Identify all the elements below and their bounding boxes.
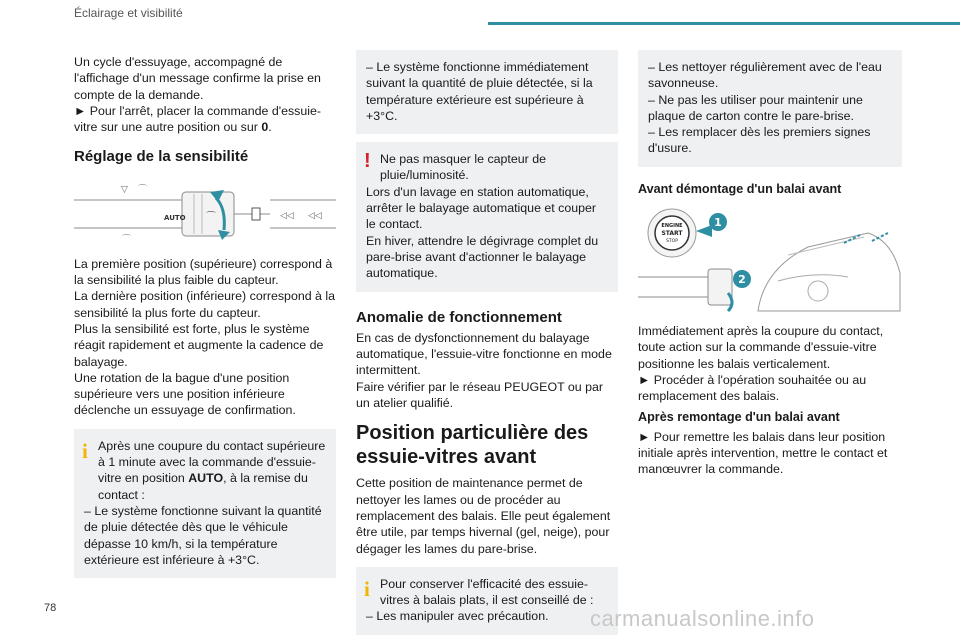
info-box-continued [356,50,618,134]
warning-box [356,142,618,291]
paragraph: – Les nettoyer régulièrement avec de l'eau savonneuse. [648,60,882,91]
info-box-continued [638,50,902,167]
paragraph: Faire vérifier par le réseau PEUGEOT ou par un atelier qualifié. [356,379,603,411]
paragraph: ► Pour l'arrêt, placer la commande d'essuie-vitre sur une autre position ou sur 0. [74,103,322,135]
paragraph: La dernière position (inférieure) correspond à la sensibilité la plus forte du capteur. [74,289,336,320]
paragraph: En hiver, attendre le dégivrage complet du pare-brise avant d'actionner le balayage automatique. [366,233,599,281]
callout-2: 2 [738,273,746,287]
warning-icon: ! [364,150,371,173]
info-icon: i [364,576,370,601]
paragraph: Cette position de maintenance permet de nettoyer les lames ou de procéder au remplacement des balais. Elle peut également être utile, par temps hivernal (gel, neige), pour dégager les lames du pare-brise. [356,476,611,556]
paragraph: Pour conserver l'efficacité des essuie-vitres à balais plats, il est conseillé de : [380,576,594,608]
paragraph: – Le système fonctionne suivant la quantité de pluie détectée dès que le véhicule dépasse 10 km/h, si la température extérieure est inférieure à +3°C. [84,503,322,567]
paragraph: – Les manipuler avec précaution. [366,609,549,624]
engine-button-text: STOP [666,239,678,245]
paragraph: Plus la sensibilité est forte, plus le système réagit rapidement et augmente la cadence de balayage. [74,321,324,369]
heading-sensitivity: Réglage de la sensibilité [74,148,249,166]
svg-text:◁◁: ◁◁ [308,210,322,221]
paragraph: Après une coupure du contact supérieure à 1 minute avec la commande d'essuie-vitre en position AUTO, à la remise du contact : [98,438,326,502]
paragraph: ► Pour remettre les balais dans leur position initiale après intervention, mettre le contact et manœuvrer la commande. [638,429,888,477]
paragraph: – Les remplacer dès les premiers signes d'usure. [648,125,871,156]
callout-1: 1 [714,216,722,230]
svg-text:⌒: ⌒ [138,184,148,195]
info-icon: i [82,438,88,463]
paragraph: La première position (supérieure) correspond à la sensibilité la plus faible du capteur. [74,256,333,288]
column-right [638,50,902,478]
section-title: Éclairage et visibilité [74,6,183,20]
paragraph: Un cycle d'essuyage, accompagné de l'affichage d'un message confirme la prise en compte de la demande. [74,55,321,102]
heading-before-removal: Avant démontage d'un balai avant [638,181,842,196]
info-box [356,567,618,635]
wiper-position-illustration [638,207,902,313]
engine-button-text: ENGINE [661,223,683,230]
heading-malfunction: Anomalie de fonctionnement [356,308,562,326]
svg-text:▽: ▽ [121,184,128,195]
heading-after-refit: Après remontage d'un balai avant [638,409,840,424]
paragraph: En cas de dysfonctionnement du balayage automatique, l'essuie-vitre fonctionne en mode intermittent. [356,330,612,378]
engine-button-text: START [661,230,683,238]
paragraph: Lors d'un lavage en station automatique, arrêter le balayage automatique et couper le contact. [366,184,597,232]
column-middle [356,50,618,635]
header-accent-rule [488,22,960,25]
watermark: carmanualsonline.info [590,606,815,631]
auto-label: AUTO [164,213,186,222]
column-left [74,54,336,578]
paragraph: – Le système fonctionne immédiatement suivant la quantité de pluie détectée, si la température extérieure est supérieure à +3°C. [366,60,593,123]
svg-text:◁◁: ◁◁ [280,210,294,221]
info-box [74,429,336,578]
paragraph: Immédiatement après la coupure du contact, toute action sur la commande d'essuie-vitre positionne les balais verticalement. [638,324,884,371]
paragraph: – Ne pas les utiliser pour maintenir une plaque de carton contre le pare-brise. [648,92,863,123]
wiper-stalk-illustration [74,178,336,250]
svg-text:⌒: ⌒ [206,211,216,223]
svg-text:⌒: ⌒ [122,234,132,245]
paragraph: Ne pas masquer le capteur de pluie/luminosité. [380,152,546,183]
heading-special-position: Position particulière des essuie-vitres avant [356,422,589,469]
paragraph: ► Procéder à l'opération souhaitée ou au remplacement des balais. [638,372,867,404]
page-number: 78 [44,602,57,614]
paragraph: Une rotation de la bague d'une position supérieure vers une position inférieure déclenche un essuyage de confirmation. [74,370,296,418]
